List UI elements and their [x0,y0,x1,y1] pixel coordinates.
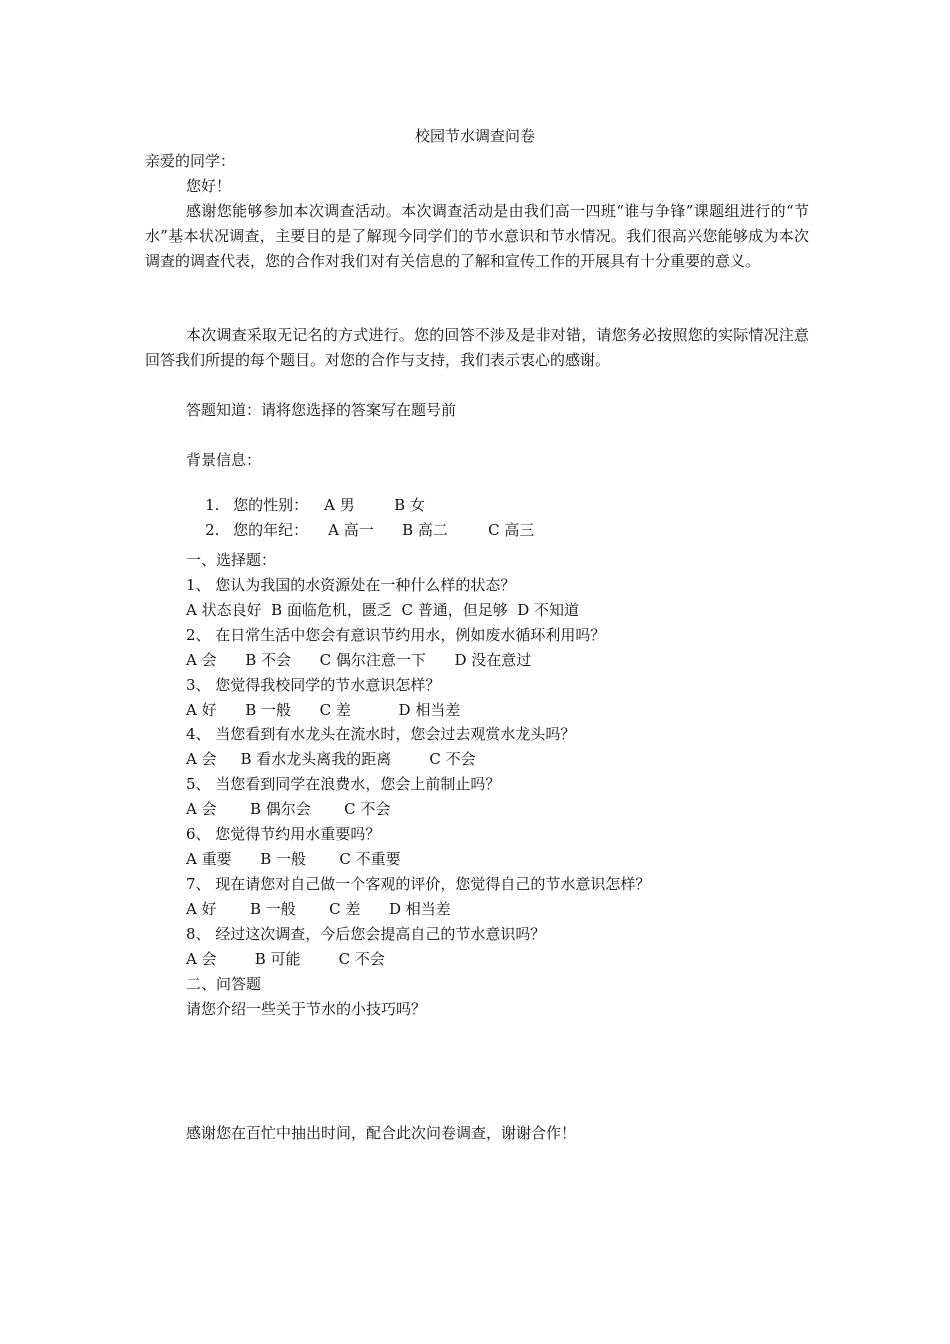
item-number: 1. [205,496,220,514]
answer-options-6: A 重要 B 一般 C 不重要 [186,850,401,868]
option-a: A 高一 [328,521,374,539]
answer-options-3: A 好 B 一般 C 差 D 相当差 [186,701,461,719]
answer-options-4: A 会 B 看水龙头离我的距离 C 不会 [186,750,476,768]
item-question: 您的性别： [233,496,309,514]
item-question: 您的年纪： [233,521,309,539]
question-8: 8、 经过这次调查，今后您会提高自己的节水意识吗？ [186,925,546,943]
section1-heading: 一、选择题： [186,551,277,569]
greeting: 亲爱的同学： [145,152,236,170]
intro-paragraph: 感谢您能够参加本次调查活动。本次调查活动是由我们高一四班“谁与争锋”课题组进行的“节水”基本状况调查，主要目的是了解现今同学们的节水意识和节水情况。我们很高兴您能够成为本次调查的调查代表，您的合作对我们对有关信息的了解和宣传工作的开展具有十分重要的意义。 [145,202,809,270]
closing-text: 感谢您在百忙中抽出时间，配合此次问卷调查，谢谢合作！ [186,1124,577,1142]
document-title: 校园节水调查问卷 [414,127,535,145]
option-b: B 高二 [402,521,448,539]
answer-options-8: A 会 B 可能 C 不会 [186,950,385,968]
hello-text: 您好！ [186,177,232,195]
anonymous-paragraph: 本次调查采取无记名的方式进行。您的回答不涉及是非对错，请您务必按照您的实际情况注意回答我们所提的每个题目。对您的合作与支持，我们表示衷心的感谢。 [145,326,809,369]
question-4: 4、 当您看到有水龙头在流水时，您会过去观赏水龙头吗？ [186,725,576,743]
answer-options-1: A 状态良好 B 面临危机，匮乏 C 普通，但足够 D 不知道 [186,601,580,619]
question-2: 2、 在日常生活中您会有意识节约用水，例如废水循环利用吗？ [186,626,606,644]
question-7: 7、 现在请您对自己做一个客观的评价，您觉得自己的节水意识怎样？ [186,875,651,893]
question-3: 3、 您觉得我校同学的节水意识怎样？ [186,676,441,694]
question-5: 5、 当您看到同学在浪费水，您会上前制止吗？ [186,775,501,793]
answer-options-2: A 会 B 不会 C 偶尔注意一下 D 没在意过 [186,651,532,669]
option-c: C 高三 [488,521,535,539]
background-heading: 背景信息： [186,451,262,469]
answer-options-7: A 好 B 一般 C 差 D 相当差 [186,900,451,918]
section2-heading: 二、问答题 [186,975,262,993]
question-6: 6、 您觉得节约用水重要吗？ [186,825,381,843]
open-question: 请您介绍一些关于节水的小技巧吗？ [186,1000,427,1018]
answer-options-5: A 会 B 偶尔会 C 不会 [186,800,391,818]
question-1: 1、 您认为我国的水资源处在一种什么样的状态？ [186,576,516,594]
option-a: A 男 [324,496,355,514]
option-b: B 女 [394,496,425,514]
instructions: 答题知道：请将您选择的答案写在题号前 [186,401,457,419]
item-number: 2. [205,521,220,539]
